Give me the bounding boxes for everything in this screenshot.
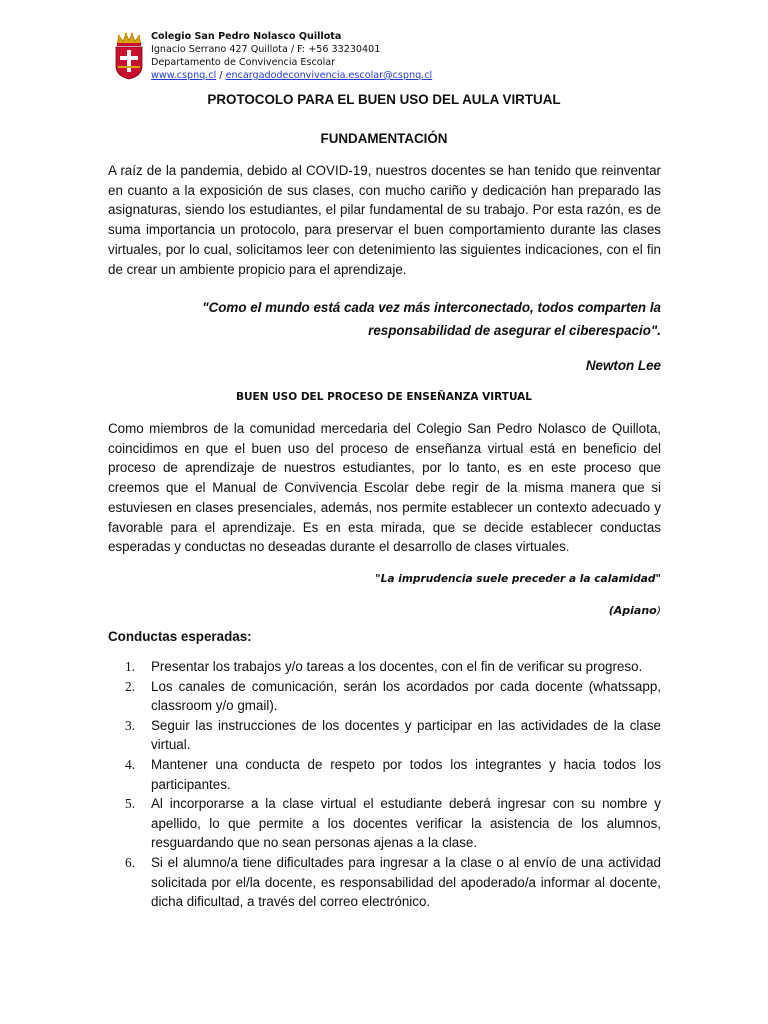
link-separator: /	[219, 70, 223, 81]
list-item	[108, 853, 661, 912]
list-item-text: Los canales de comunicación, serán los acordados por cada docente (whatssapp, classroom y/o gmail).	[151, 678, 661, 714]
paragraph-fundamentacion: A raíz de la pandemia, debido al COVID-19, nuestros docentes se han tenido que reinventar en cuanto a la exposición de sus clases, con mucho cariño y dedicación han preparado las asignaturas, siendo los estudiantes, el pilar fundamental de su trabajo. Por esta razón, es de suma importancia un protocolo, para preservar el buen comportamiento durante las clases virtuales, por lo cual, solicitamos leer con detenimiento las siguientes indicaciones, con el fin de crear un ambiente propicio para el aprendizaje.	[108, 163, 661, 277]
list-item-text: Si el alumno/a tiene dificultades para ingresar a la clase o al envío de una actividad solicitada por el/la docente, es responsabilidad del apoderado/a informar al docente, dicha dificultad, a través del correo electrónico.	[151, 854, 661, 910]
author-paren-open: (	[608, 604, 614, 617]
quote-apiano: "La imprudencia suele preceder a la calamidad"	[375, 573, 661, 585]
list-item-text: Presentar los trabajos y/o tareas a los docentes, con el fin de verificar su progreso.	[151, 659, 643, 674]
list-item	[108, 716, 661, 755]
document-title: PROTOCOLO PARA EL BUEN USO DEL AULA VIRTUAL	[207, 92, 561, 107]
list-item-number: 1.	[125, 659, 136, 674]
email-link[interactable]: encargadodeconvivencia.escolar@cspnq.cl	[225, 70, 433, 81]
contact-links	[151, 69, 432, 82]
school-name: Colegio San Pedro Nolasco Quillota	[151, 31, 342, 42]
section-title-buen-uso: BUEN USO DEL PROCESO DE ENSEÑANZA VIRTUAL	[236, 391, 532, 403]
quote-author-newton-lee: Newton Lee	[585, 358, 661, 373]
department-name: Departamento de Convivencia Escolar	[151, 57, 336, 68]
author-name-apiano: Apiano	[613, 604, 657, 617]
section-title-fundamentacion: FUNDAMENTACIÓN	[320, 131, 448, 146]
school-address: Ignacio Serrano 427 Quillota / F: +56 33230401	[151, 44, 381, 55]
list-item-number: 3.	[125, 717, 136, 733]
expected-conducts-list	[108, 657, 661, 912]
list-item-text: Mantener una conducta de respeto por todos los integrantes y hacia todos los participantes.	[151, 756, 661, 792]
school-crest-icon	[112, 32, 146, 80]
letterhead-text	[151, 30, 432, 82]
quote-line-1: "Como el mundo está cada vez más interconectado, todos comparten la	[202, 300, 661, 315]
paragraph-buen-uso	[108, 419, 661, 557]
list-item-text: Al incorporarse a la clase virtual el estudiante deberá ingresar con su nombre y apellido, lo que permite a los docentes verificar la asistencia de los alumnos, resguardando que no sean personas ajenas a la clase.	[151, 796, 661, 851]
quote-author-apiano	[609, 604, 661, 617]
list-item-number: 2.	[125, 678, 136, 694]
list-item	[108, 794, 661, 853]
list-item-number: 4.	[125, 756, 136, 772]
list-item-number: 5.	[125, 796, 136, 812]
list-item	[108, 755, 661, 794]
list-item-text: Seguir las instrucciones de los docentes y participar en las actividades de la clase virtual.	[151, 717, 661, 753]
paragraph-buen-uso-end: .	[565, 539, 570, 555]
list-item-number: 6.	[125, 854, 136, 870]
website-link[interactable]: www.cspnq.cl	[151, 70, 217, 81]
paragraph-buen-uso-text: Como miembros de la comunidad mercedaria del Colegio San Pedro Nolasco de Quillota, coincidimos en que el buen uso del proceso de enseñanza virtual está en beneficio del proceso de aprendizaje de nuestros estudiantes, por lo tanto, es en este proceso que creemos que el Manual de Convivencia Escolar debe regir de la misma manera que si estuviesen en clases presenciales, además, nos permite establecer un contexto adecuado y favorable para el aprendizaje. Es en esta mirada, que se decide establecer conductas esperadas y conductas no deseadas durante el desarrollo de clases virtuales	[108, 421, 661, 555]
quote-newton-lee	[141, 296, 661, 342]
quote-line-2: responsabilidad de asegurar el ciberespacio".	[368, 323, 661, 338]
list-item	[108, 677, 661, 716]
list-item	[108, 657, 661, 677]
section-title-conductas-esperadas: Conductas esperadas:	[108, 629, 252, 644]
author-paren-close: )	[656, 604, 661, 617]
